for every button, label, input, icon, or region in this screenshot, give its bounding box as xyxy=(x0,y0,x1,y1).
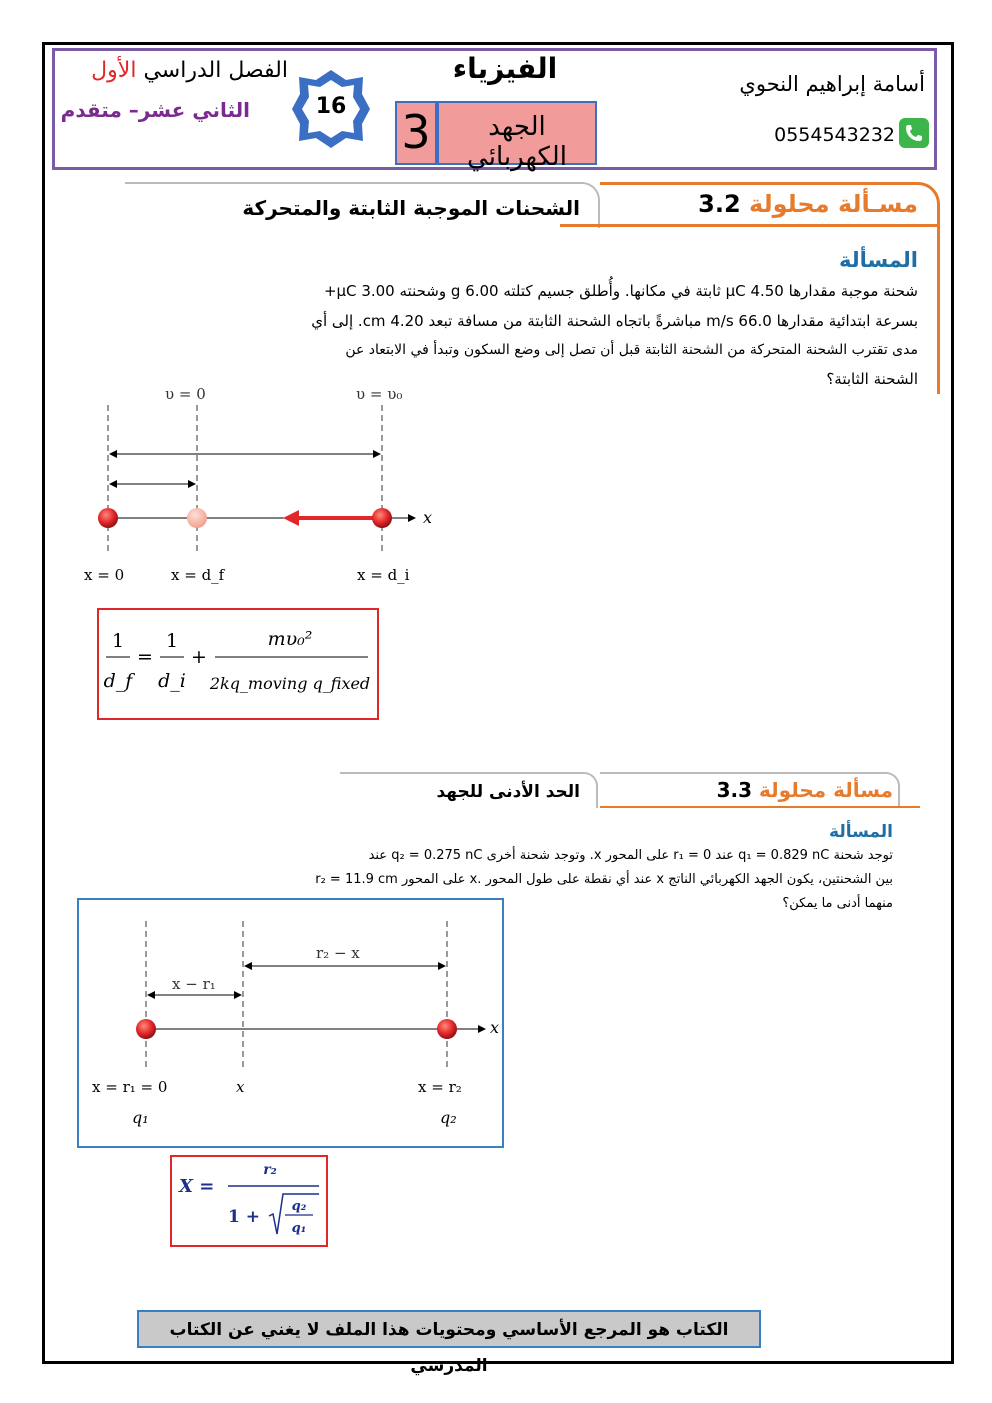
f33-root-num: q₂ xyxy=(291,1199,307,1214)
phone-icon xyxy=(899,118,929,148)
fixed-charge xyxy=(98,508,118,528)
grade-label: الثاني عشر– متقدم xyxy=(60,98,250,122)
problem-32-line-3: مدى تقترب الشحنة المتحركة من الشحنة الثابتة قبل أن تصل إلى وضع السكون وتبدأ في الابتعاد عن xyxy=(345,342,918,358)
f32-t2-den: 2kq_moving q_fixed xyxy=(209,674,371,693)
label-x: x xyxy=(236,1078,245,1096)
label-x-df: x = d_f xyxy=(171,566,225,584)
f32-t2-num: mυ₀² xyxy=(267,628,313,650)
f33-root-den: q₁ xyxy=(291,1221,307,1236)
problem-32-label-text: مسـألة محلولة xyxy=(749,190,918,218)
problem-32-diagram xyxy=(85,380,445,595)
label-x-r1-0: x = r₁ = 0 xyxy=(92,1078,168,1096)
moving-charge xyxy=(372,508,392,528)
label-v-zero: υ = 0 xyxy=(165,385,206,403)
formula-32 xyxy=(100,611,376,717)
label-q2: q₂ xyxy=(440,1108,457,1127)
unit-title: الجهد الكهربائي xyxy=(467,112,567,172)
charge-q1 xyxy=(136,1019,156,1039)
problem-33-line-1: توجد شحنة q₁ = 0.829 nC عند r₁ = 0 على المحور x. وتوجد شحنة أخرى q₂ = 0.275 nC عند xyxy=(368,848,893,863)
svg-text:+: + xyxy=(191,646,207,668)
semester-text: الفصل الدراسي xyxy=(143,58,288,83)
f33-num: r₂ xyxy=(263,1162,277,1178)
velocity-arrowhead xyxy=(283,510,299,526)
label-x-di: x = d_i xyxy=(357,566,410,584)
problem-32-line-2: بسرعة ابتدائية مقدارها 66.0 m/s مباشرةً باتجاه الشحنة الثابتة من مسافة تبعد 4.20 cm. إلى أي xyxy=(311,312,918,330)
problem-32-underline xyxy=(560,224,940,227)
problem-33-label-text: مسألة محلولة xyxy=(759,778,893,802)
problem-32-side-line xyxy=(937,224,940,394)
problem-33-title: الحد الأدنى للجهد xyxy=(436,782,580,802)
author-name: أسامة إبراهيم النحوي xyxy=(739,72,925,96)
problem-33-underline xyxy=(600,806,920,808)
label-axis-x-32: x xyxy=(423,508,433,527)
label-x-r2: x = r₂ xyxy=(418,1078,462,1096)
problem-32-number: 3.2 xyxy=(698,190,741,218)
charge-q2 xyxy=(437,1019,457,1039)
label-x-zero: x = 0 xyxy=(84,566,125,584)
semester-first: الأول xyxy=(91,58,137,83)
label-q1: q₁ xyxy=(132,1108,149,1127)
formula-33 xyxy=(173,1158,325,1244)
page-number: 16 xyxy=(315,94,347,119)
problem-33-number: 3.3 xyxy=(716,778,753,802)
problem-32-line-4: الشحنة الثابتة؟ xyxy=(826,370,918,388)
label-axis-x-33: x xyxy=(490,1018,500,1037)
author-phone: 0554543232 xyxy=(774,124,895,146)
problem-32-line-1: شحنة موجبة مقدارها 4.50 μC ثابتة في مكانها. وأُطلق جسيم كتلته 6.00 g وشحنته 3.00 μC+ xyxy=(323,282,918,300)
problem-32-label xyxy=(660,190,918,218)
problem-33-heading: المسألة xyxy=(829,822,893,842)
f33-lhs: X = xyxy=(179,1176,215,1197)
svg-text:=: = xyxy=(137,646,153,668)
problem-33-label xyxy=(650,778,893,802)
subject-title: الفيزياء xyxy=(452,52,558,85)
footer-note: الكتاب هو المرجع الأساسي ومحتويات هذا الملف لا يغني عن الكتاب المدرسي xyxy=(137,1310,761,1348)
label-r2-minus-x: r₂ − x xyxy=(316,944,360,962)
f33-den-one: 1 + xyxy=(228,1207,260,1227)
problem-32-heading: المسألة xyxy=(838,248,918,272)
f32-t1-num: 1 xyxy=(165,630,179,652)
problem-32-title: الشحنات الموجبة الثابتة والمتحركة xyxy=(242,196,580,220)
label-v-initial: υ = υ₀ xyxy=(356,385,403,403)
problem-33-line-3: منهما أدنى ما يمكن؟ xyxy=(782,896,893,911)
unit-number: 3 xyxy=(401,105,431,159)
label-x-minus-r1: x − r₁ xyxy=(172,975,216,993)
f32-t1-den: d_i xyxy=(158,670,186,692)
stopped-charge xyxy=(187,508,207,528)
f32-lhs-den: d_f xyxy=(103,670,133,692)
f32-lhs-num: 1 xyxy=(111,630,125,652)
semester-label xyxy=(60,58,288,83)
problem-33-line-2: r₂ = 11.9 cm على المحور x. عند أي نقطة على طول المحور x بين الشحنتين، يكون الجهد الكهربائي الناتج xyxy=(315,872,893,887)
